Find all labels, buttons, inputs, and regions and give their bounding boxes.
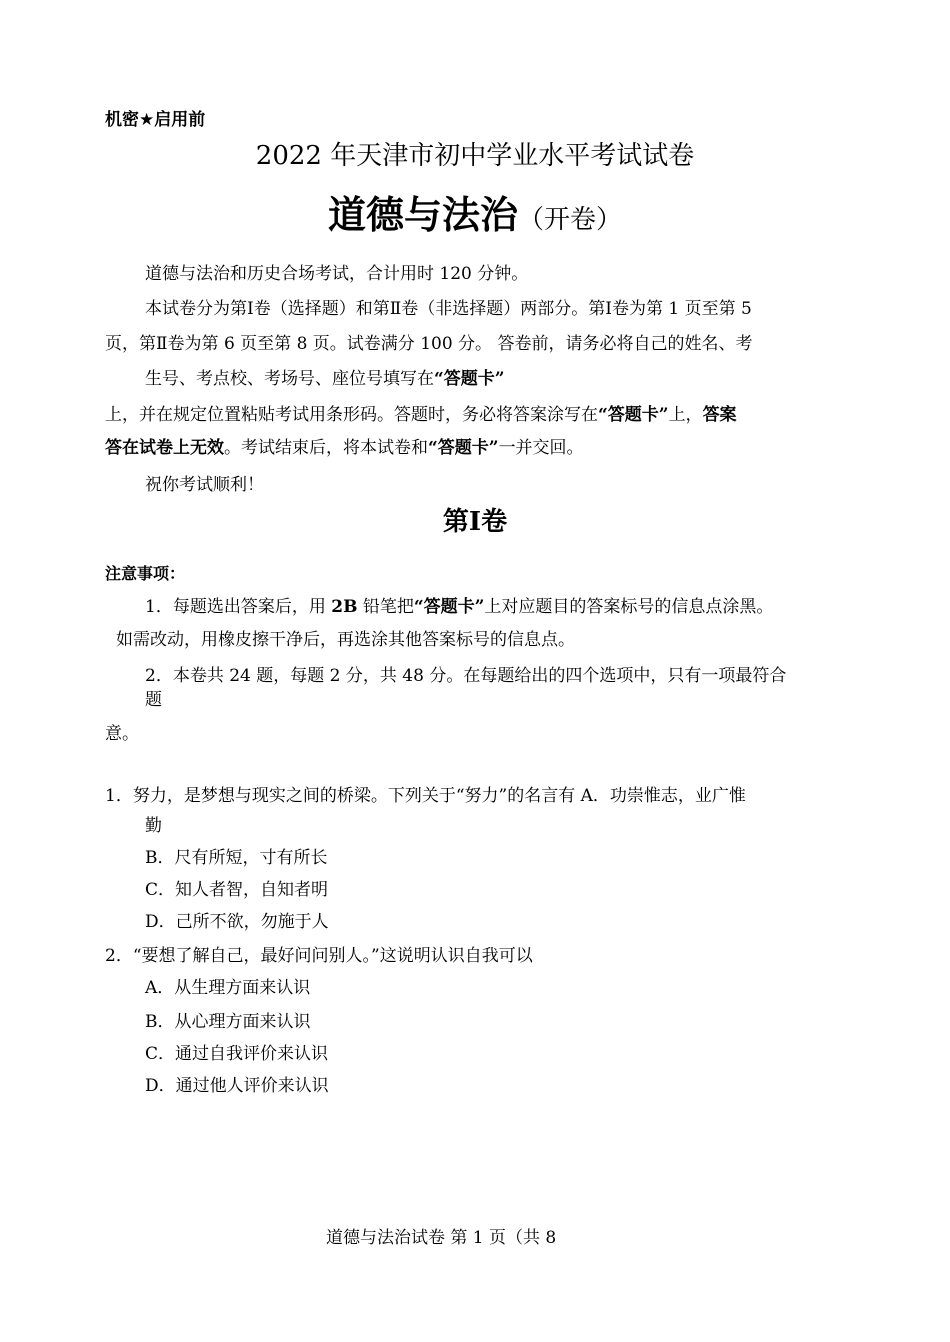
note-1-line-1 bbox=[145, 596, 773, 618]
question-1-stem: 1．努力，是梦想与现实之间的桥梁。下列关于“努力”的名言有 A．功崇惟志，业广惟 bbox=[105, 786, 746, 806]
question-2-stem: 2．“要想了解自己，最好问问别人。”这说明认识自我可以 bbox=[105, 946, 533, 966]
notes-heading: 注意事项： bbox=[105, 564, 186, 583]
answer-card-ref: “答题卡” bbox=[598, 405, 669, 425]
section-title: 第Ⅰ卷 bbox=[442, 507, 508, 537]
intro-p2-line-5-text: 。考试结束后，将本试卷和 bbox=[224, 438, 428, 458]
intro-p2-bold-text: 答在试卷上无效 bbox=[105, 438, 224, 458]
intro-p2-line-4-text: 上， bbox=[668, 405, 703, 425]
pencil-type: 2B bbox=[331, 597, 358, 617]
note-2-line-1: 2．本卷共 24 题，每题 2 分，共 48 分。在每题给出的四个选项中，只有一项最符合 bbox=[145, 666, 787, 686]
intro-p2-bold-text: 答案 bbox=[702, 405, 737, 425]
answer-card-ref: “答题卡” bbox=[434, 369, 505, 389]
question-1-option-d: D．己所不欲，勿施于人 bbox=[145, 912, 329, 932]
page-footer: 道德与法治试卷 第 1 页（共 8 bbox=[326, 1228, 557, 1248]
subject-name: 道德与法治 bbox=[327, 193, 518, 237]
intro-p2-line-4-text: 上，并在规定位置粘贴考试用条形码。答题时，务必将答案涂写在 bbox=[105, 405, 598, 425]
note-2-line-2: 题 bbox=[145, 690, 162, 710]
note-1-text: 1．每题选出答案后，用 bbox=[145, 597, 332, 617]
note-1-line-2: 如需改动，用橡皮擦干净后，再选涂其他答案标号的信息点。 bbox=[116, 630, 575, 650]
question-2-option-d: D．通过他人评价来认识 bbox=[145, 1076, 329, 1096]
intro-p2-line-4 bbox=[105, 404, 737, 426]
exam-title: 2022 年天津市初中学业水平考试试卷 bbox=[255, 141, 695, 171]
question-1-stem-cont: 勤 bbox=[145, 816, 162, 836]
intro-p2-line-3-text: 生号、考点校、考场号、座位号填写在 bbox=[145, 369, 434, 389]
answer-card-ref: “答题卡” bbox=[428, 438, 499, 458]
note-1-text: 上对应题目的答案标号的信息点涂黑。 bbox=[484, 597, 774, 617]
intro-p2-line-2: 页，第Ⅱ卷为第 6 页至第 8 页。试卷满分 100 分。 答卷前，请务必将自己的姓名、考 bbox=[105, 334, 753, 354]
note-1-text: 铅笔把 bbox=[357, 597, 414, 617]
confidential-label: 机密★启用前 bbox=[105, 110, 206, 130]
intro-p2-line-5 bbox=[105, 437, 584, 459]
question-2-option-c: C．通过自我评价来认识 bbox=[145, 1044, 329, 1064]
note-2-line-3: 意。 bbox=[105, 724, 139, 744]
intro-p2-line-3 bbox=[145, 368, 505, 390]
answer-card-ref: “答题卡” bbox=[413, 597, 485, 617]
question-1-option-c: C．知人者智，自知者明 bbox=[145, 880, 329, 900]
subject-note: （开卷） bbox=[518, 205, 623, 235]
question-2-option-b: B．从心理方面来认识 bbox=[145, 1012, 311, 1032]
intro-wish: 祝你考试顺利！ bbox=[145, 475, 264, 495]
intro-line-1: 道德与法治和历史合场考试，合计用时 120 分钟。 bbox=[145, 264, 529, 284]
intro-p2-line-1: 本试卷分为第Ⅰ卷（选择题）和第Ⅱ卷（非选择题）两部分。第Ⅰ卷为第 1 页至第 5 bbox=[145, 299, 752, 319]
question-2-option-a: A．从生理方面来认识 bbox=[145, 978, 311, 998]
question-1-option-b: B．尺有所短，寸有所长 bbox=[145, 848, 328, 868]
subject-title bbox=[0, 192, 950, 246]
intro-p2-line-5-text: 一并交回。 bbox=[498, 438, 584, 458]
